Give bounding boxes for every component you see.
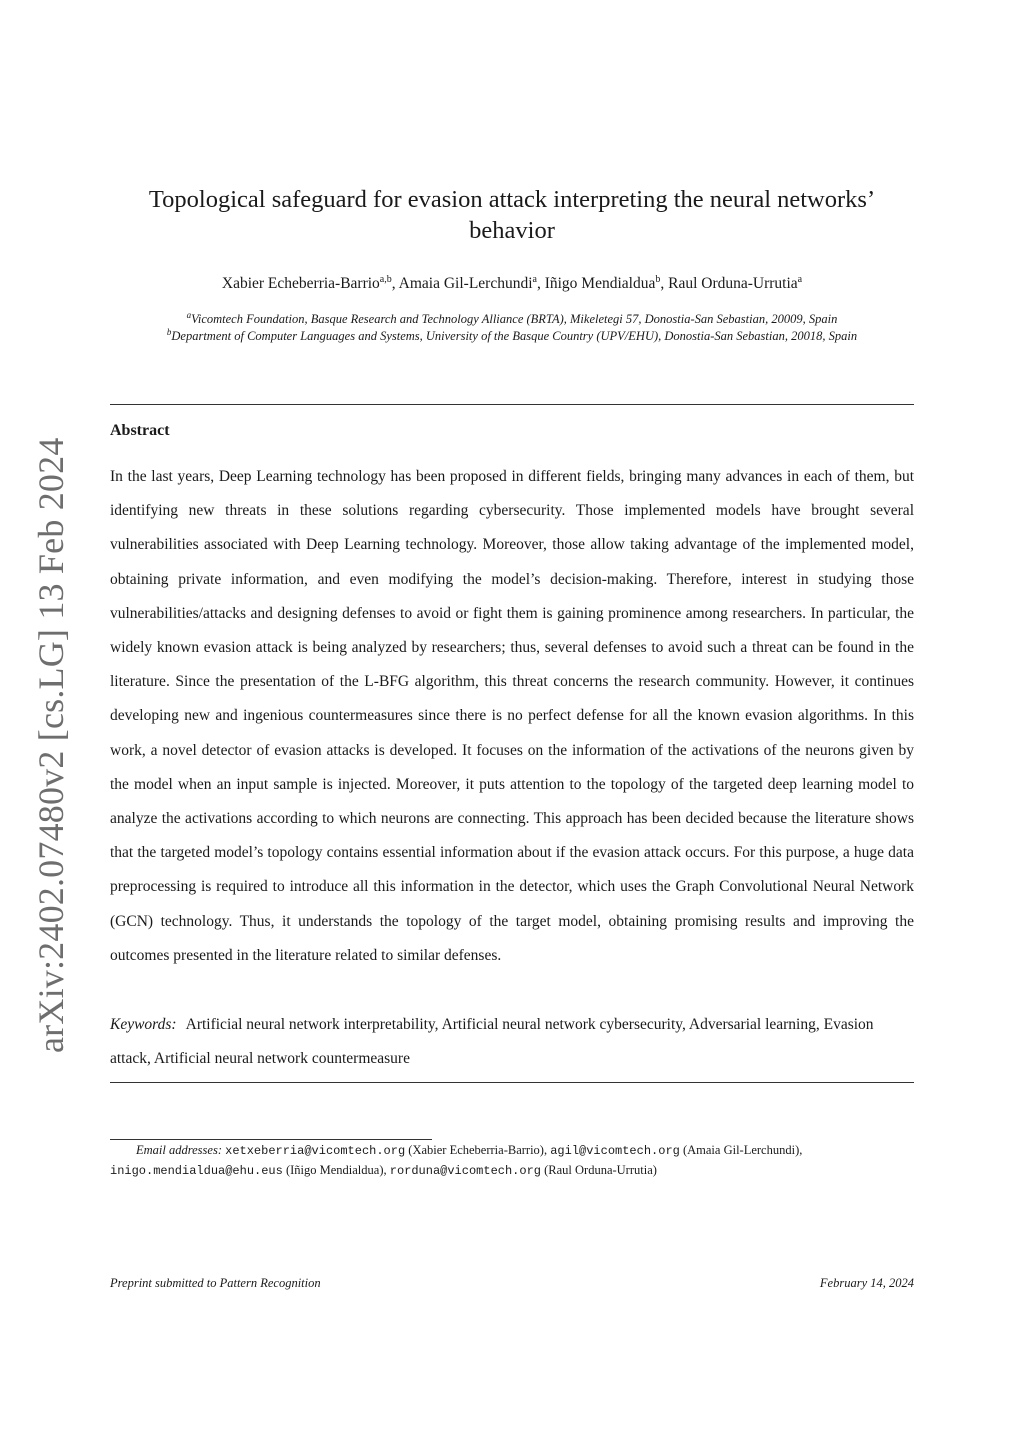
- keywords-label: Keywords:: [110, 1016, 177, 1033]
- footnote-rule: [110, 1139, 432, 1140]
- preprint-date: February 14, 2024: [819, 1276, 914, 1290]
- email-footnote: Email addresses: xetxeberria@vicomtech.org (Xabier Echeberria-Barrio), agil@vicomtech.org (Amaia Gil-Lerchundi), inigo.mendialdua@ehu.eus (Iñigo Mendialdua), rorduna@vicomtech.org (Raul Orduna-Urrutia): [110, 1143, 803, 1178]
- affiliation-mark: a,b: [379, 274, 392, 285]
- abstract-heading: Abstract: [110, 422, 170, 439]
- author-name: Xabier Echeberria-Barrio: [221, 275, 380, 292]
- author-separator: ,: [391, 275, 399, 292]
- author-name: Amaia Gil-Lerchundi: [398, 275, 533, 292]
- abstract-top-rule: [110, 404, 914, 405]
- author-list: [110, 274, 914, 294]
- author-separator: ,: [536, 275, 545, 292]
- affiliation-text: Department of Computer Languages and Systems, University of the Basque Country (UPV/EHU), Donostia-San Sebastian, 20018, Spain: [171, 329, 858, 343]
- affiliation-mark: a: [797, 274, 803, 285]
- affiliation-mark: a: [532, 274, 537, 285]
- keywords: [110, 1008, 914, 1076]
- email-owner: (Iñigo Mendialdua): [285, 1163, 384, 1177]
- footnote-label: Email addresses:: [136, 1143, 222, 1157]
- abstract-body: In the last years, Deep Learning technology has been proposed in different fields, bringing many advances in each of them, but identifying new threats in these solutions regarding cybersecurity. Those implemented models have brought several vulnerabilities associated with Deep Learning technology. Moreover, those allow taking advantage of the implemented model, obtaining private information, and even modifying the model’s decision-making. Therefore, interest in studying those vulnerabilities/attacks and designing defenses to avoid or fight them is gaining prominence among researchers. In particular, the widely known evasion attack is being analyzed by researchers; thus, several defenses to avoid such a threat can be found in the literature. Since the presentation of the L-BFG algorithm, this threat concerns the research community. However, it continues developing new and ingenious countermeasures since there is no perfect defense for all the known evasion algorithms. In this work, a novel detector of evasion attacks is developed. It focuses on the information of the activations of the neurons given by the model when an input sample is injected. Moreover, it puts attention to the topology of the targeted deep learning model to analyze the activations according to which neurons are connecting. This approach has been decided because the literature shows that the targeted model’s topology contains essential information about if the evasion attack occurs. For this purpose, a huge data preprocessing is required to introduce all this information in the detector, which uses the Graph Convolutional Neural Network (GCN) technology. Thus, it understands the topology of the target model, obtaining promising results and improving the outcomes presented in the literature related to similar defenses.: [110, 468, 914, 964]
- preprint-note: Preprint submitted to Pattern Recognition: [110, 1276, 321, 1290]
- email-link[interactable]: inigo.mendialdua@ehu.eus: [110, 1164, 283, 1178]
- author-name: Iñigo Mendialdua: [544, 275, 656, 292]
- affiliation-list: [100, 311, 924, 345]
- arxiv-identifier: arXiv:2402.07480v2 [cs.LG] 13 Feb 2024: [31, 437, 71, 1053]
- email-owner: (Raul Orduna-Urrutia): [544, 1163, 657, 1177]
- affiliation-mark: a: [186, 310, 192, 320]
- email-link[interactable]: xetxeberria@vicomtech.org: [225, 1144, 406, 1158]
- abstract-bottom-rule: [110, 1082, 914, 1083]
- email-link[interactable]: agil@vicomtech.org: [550, 1144, 680, 1158]
- email-link[interactable]: rorduna@vicomtech.org: [389, 1164, 541, 1178]
- author-separator: ,: [660, 275, 669, 292]
- email-owner: (Xabier Echeberria-Barrio): [408, 1143, 544, 1157]
- affiliation-line: [100, 311, 924, 328]
- affiliation-mark: b: [655, 274, 661, 285]
- author-name: Raul Orduna-Urrutia: [668, 275, 798, 292]
- paper-title: Topological safeguard for evasion attack interpreting the neural networks’ behavior: [148, 186, 876, 244]
- affiliation-mark: b: [166, 327, 172, 337]
- email-owner: (Amaia Gil-Lerchundi): [682, 1143, 800, 1157]
- affiliation-text: Vicomtech Foundation, Basque Research and Technology Alliance (BRTA), Mikeletegi 57, Donostia-San Sebastian, 20009, Spain: [191, 312, 838, 326]
- keywords-text: Artificial neural network interpretability, Artificial neural network cybersecurity, Adversarial learning, Evasion attack, Artificial neural network countermeasure: [110, 1016, 874, 1067]
- affiliation-line: [100, 328, 924, 345]
